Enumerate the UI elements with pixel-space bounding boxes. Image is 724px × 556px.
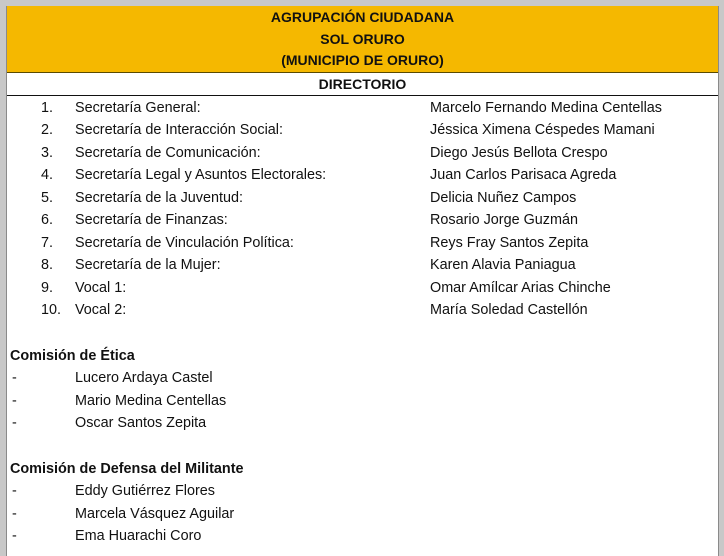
member-name: Marcela Vásquez Aguilar xyxy=(75,505,235,522)
item-number: 2. xyxy=(41,122,54,138)
list-item xyxy=(7,119,718,142)
comision-etica-title: Comisión de Ética xyxy=(10,347,135,364)
item-name: Juan Carlos Parisaca Agreda xyxy=(430,167,617,183)
item-name: Omar Amílcar Arias Chinche xyxy=(430,279,611,296)
item-role: Secretaría de la Juventud: xyxy=(75,189,243,206)
item-name: Delicia Nuñez Campos xyxy=(430,189,577,206)
item-role: Secretaría de Vinculación Política: xyxy=(75,234,294,251)
item-number: 6. xyxy=(41,212,54,228)
item-role: Secretaría de Finanzas: xyxy=(75,212,228,228)
member-name: Ema Huarachi Coro xyxy=(75,528,202,544)
member-name: Eddy Gutiérrez Flores xyxy=(75,483,215,499)
dash-bullet: - xyxy=(12,415,17,431)
spacer xyxy=(7,435,718,458)
member-name: Lucero Ardaya Castel xyxy=(75,370,213,386)
item-number: 4. xyxy=(41,167,54,183)
dash-bullet: - xyxy=(12,528,17,544)
list-item xyxy=(7,254,718,277)
item-name: Rosario Jorge Guzmán xyxy=(430,212,578,228)
item-number: 9. xyxy=(41,279,54,296)
list-item xyxy=(7,525,718,548)
list-item xyxy=(7,277,718,300)
item-name: María Soledad Castellón xyxy=(430,302,588,318)
item-role: Vocal 1: xyxy=(75,279,127,296)
list-item xyxy=(7,142,718,165)
list-item xyxy=(7,209,718,232)
item-number: 1. xyxy=(41,99,54,116)
section-directorio: DIRECTORIO xyxy=(7,73,718,96)
item-role: Vocal 2: xyxy=(75,302,127,318)
spacer xyxy=(7,322,718,345)
list-item xyxy=(7,299,718,322)
item-role: Secretaría de Comunicación: xyxy=(75,144,261,161)
list-item xyxy=(7,503,718,526)
document-sheet xyxy=(6,6,719,556)
item-number: 7. xyxy=(41,234,54,251)
dash-bullet: - xyxy=(12,392,17,409)
item-number: 10. xyxy=(41,302,62,318)
dash-bullet: - xyxy=(12,370,17,386)
item-role: Secretaría de Interacción Social: xyxy=(75,122,283,138)
item-role: Secretaría de la Mujer: xyxy=(75,257,221,273)
item-name: Karen Alavia Paniagua xyxy=(430,257,576,273)
dash-bullet: - xyxy=(12,483,17,499)
header-line-1: AGRUPACIÓN CIUDADANA xyxy=(270,9,455,25)
directorio-list xyxy=(7,97,718,322)
header-banner xyxy=(7,6,718,73)
item-name: Marcelo Fernando Medina Centellas xyxy=(430,99,662,116)
member-name: Oscar Santos Zepita xyxy=(75,415,207,431)
comision-defensa-title: Comisión de Defensa del Militante xyxy=(10,460,244,477)
member-name: Mario Medina Centellas xyxy=(75,392,227,409)
list-item xyxy=(7,187,718,210)
dash-bullet: - xyxy=(12,505,17,522)
list-item xyxy=(7,97,718,120)
item-number: 8. xyxy=(41,257,54,273)
item-name: Diego Jesús Bellota Crespo xyxy=(430,144,608,161)
list-item xyxy=(7,480,718,503)
list-item xyxy=(7,164,718,187)
item-role: Secretaría General: xyxy=(75,99,201,116)
header-line-2: SOL ORURO xyxy=(320,30,405,47)
list-item xyxy=(7,390,718,413)
item-name: Jéssica Ximena Céspedes Mamani xyxy=(430,122,655,138)
header-line-3: (MUNICIPIO DE ORURO) xyxy=(281,52,444,68)
list-item xyxy=(7,367,718,390)
item-number: 3. xyxy=(41,144,54,161)
item-name: Reys Fray Santos Zepita xyxy=(430,234,589,251)
list-item xyxy=(7,412,718,435)
item-role: Secretaría Legal y Asuntos Electorales: xyxy=(75,167,327,183)
list-item xyxy=(7,232,718,255)
item-number: 5. xyxy=(41,189,54,206)
